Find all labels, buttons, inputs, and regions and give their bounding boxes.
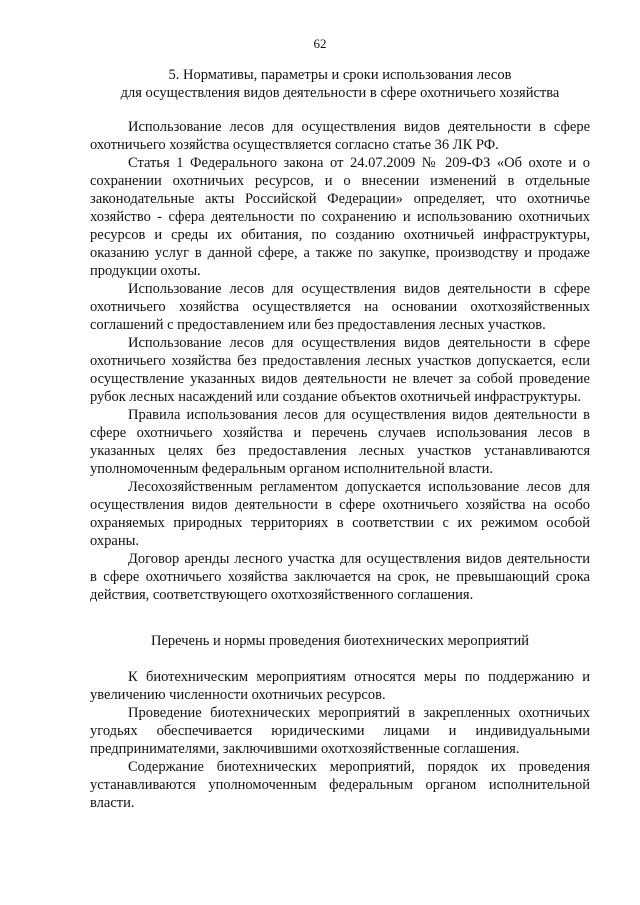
page-number: 62 xyxy=(313,36,327,51)
section-title-line-2: для осуществления видов деятельности в сфере охотничьего хозяйства xyxy=(120,85,560,101)
paragraph: Лесохозяйственным регламентом допускается использование лесов для осуществления видов деятельности в сфере охотничьего хозяйства на особо охраняемых природных территориях в соответствии с их режимом особой охраны. xyxy=(90,479,590,549)
paragraph: Договор аренды лесного участка для осуществления видов деятельности в сфере охотничьего хозяйства заключается на срок, не превышающий срока действия, соответствующего охотхозяйственного соглашения. xyxy=(90,551,590,603)
paragraph: Использование лесов для осуществления видов деятельности в сфере охотничьего хозяйства без предоставления лесных участков допускается, если осуществление указанных видов деятельности не влечет за собой проведение рубок лесных насаждений или создание объектов охотничьей инфраструктуры. xyxy=(90,335,590,405)
paragraph: Использование лесов для осуществления видов деятельности в сфере охотничьего хозяйства осуществляется согласно статье 36 ЛК РФ. xyxy=(90,119,590,153)
section-title xyxy=(90,66,590,102)
subsection-title: Перечень и нормы проведения биотехнических мероприятий xyxy=(151,633,529,649)
paragraph: К биотехническим мероприятиям относятся меры по поддержанию и увеличению численности охотничьих ресурсов. xyxy=(90,669,590,703)
section-body xyxy=(90,118,590,604)
paragraph: Проведение биотехнических мероприятий в закрепленных охотничьих угодьях обеспечивается юридическими лицами и индивидуальными предпринимателями, заключившими охотхозяйственные соглашения. xyxy=(90,705,590,757)
paragraph: Содержание биотехнических мероприятий, порядок их проведения устанавливаются уполномоченным федеральным органом исполнительной власти. xyxy=(90,759,590,811)
paragraph: Правила использования лесов для осуществления видов деятельности в сфере охотничьего хозяйства и перечень случаев использования лесов в указанных целях без предоставления лесных участков устанавливаются уполномоченным федеральным органом исполнительной власти. xyxy=(90,407,590,477)
paragraph: Статья 1 Федерального закона от 24.07.2009 № 209-ФЗ «Об охоте и о сохранении охотничьих ресурсов, и о внесении изменений в отдельные законодательные акты Российской Федерации» определяет, что охотничье хозяйство - сфера деятельности по сохранению и использованию охотничьих ресурсов и среды их обитания, по созданию охотничьей инфраструктуры, оказанию услуг в данной сфере, а также по закупке, производству и продаже продукции охоты. xyxy=(90,155,590,279)
section-title-line-1: 5. Нормативы, параметры и сроки использования лесов xyxy=(168,67,512,83)
paragraph: Использование лесов для осуществления видов деятельности в сфере охотничьего хозяйства осуществляется на основании охотхозяйственных соглашений с предоставлением или без предоставления лесных участков. xyxy=(90,281,590,333)
subsection-body xyxy=(90,668,590,812)
